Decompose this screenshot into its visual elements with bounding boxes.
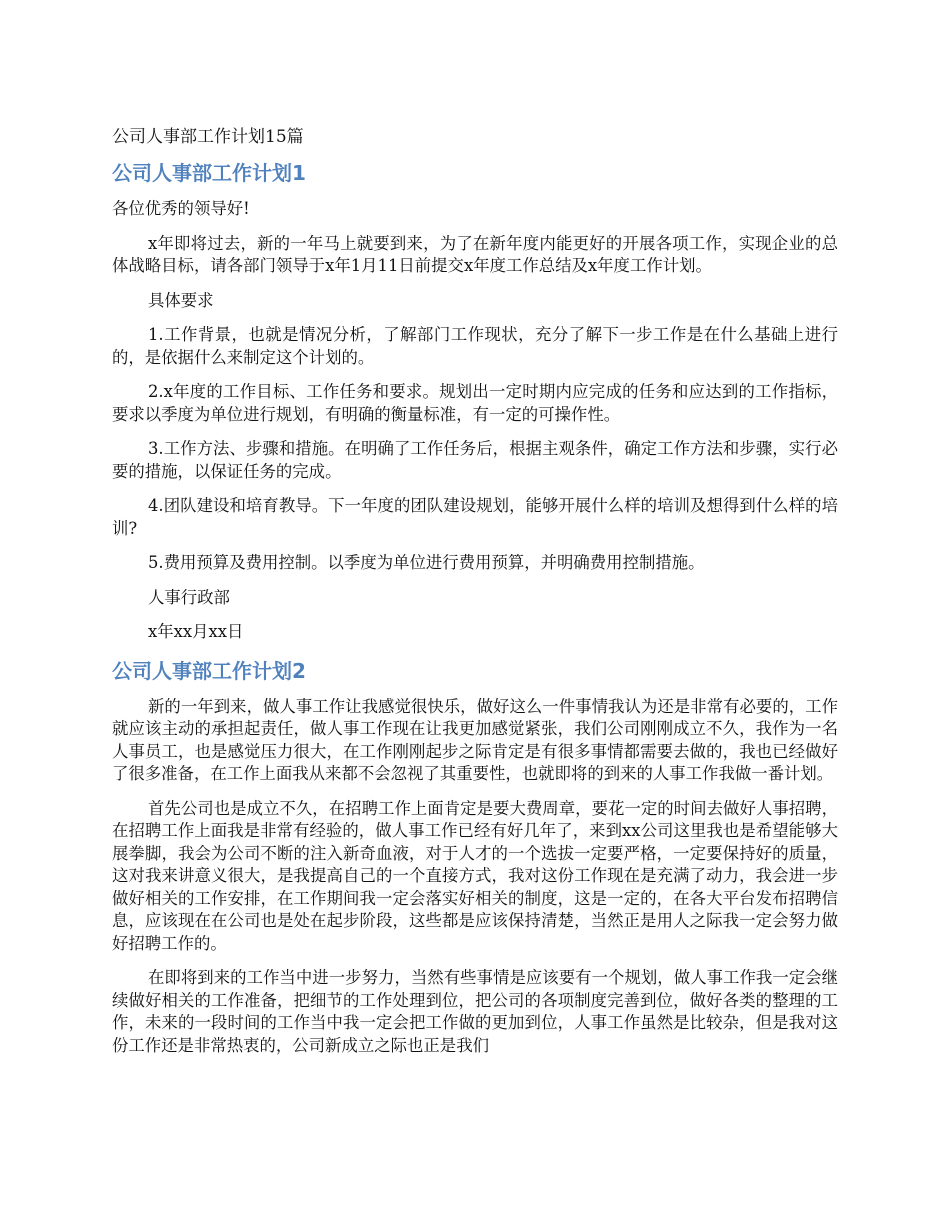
list-item-paragraph: 4.团队建设和培育教导。下一年度的团队建设规划，能够开展什么样的培训及想得到什么样的培训? <box>112 496 838 538</box>
list-item-paragraph: 1.工作背景，也就是情况分析，了解部门工作现状，充分了解下一步工作是在什么基础上进行的，是依据什么来制定这个计划的。 <box>112 325 838 367</box>
signature-date: x年xx月xx日 <box>148 622 244 641</box>
section-heading-1: 公司人事部工作计划1 <box>112 161 306 185</box>
section-heading-2: 公司人事部工作计划2 <box>112 658 306 683</box>
body-paragraph: 在即将到来的工作当中进一步努力，当然有些事情是应该要有一个规划，做人事工作我一定会继续做好相关的工作准备，把细节的工作处理到位，把公司的各项制度完善到位，做好各类的整理的工作，未来的一段时间的工作当中我一定会把工作做的更加到位，人事工作虽然是比较杂，但是我对这份工作还是非常热衷的，公司新成立之际也正是我们 <box>112 968 838 1055</box>
body-paragraph: 新的一年到来，做人事工作让我感觉很快乐，做好这么一件事情我认为还是非常有必要的，工作就应该主动的承担起责任，做人事工作现在让我更加感觉紧张，我们公司刚刚成立不久，我作为一名人事员工，也是感觉压力很大，在工作刚刚起步之际肯定是有很多事情都需要去做的，我也已经做好了很多准备，在工作上面我从来都不会忽视了其重要性，也就即将的到来的人事工作我做一番计划。 <box>112 696 838 783</box>
body-paragraph: x年即将过去，新的一年马上就要到来，为了在新年度内能更好的开展各项工作，实现企业的总体战略目标，请各部门领导于x年1月11日前提交x年度工作总结及x年度工作计划。 <box>112 233 838 275</box>
list-item-paragraph: 3.工作方法、步骤和措施。在明确了工作任务后，根据主观条件，确定工作方法和步骤，实行必要的措施，以保证任务的完成。 <box>112 439 838 481</box>
document-title: 公司人事部工作计划15篇 <box>112 127 304 147</box>
signature-department: 人事行政部 <box>148 587 230 607</box>
body-paragraph: 首先公司也是成立不久，在招聘工作上面肯定是要大费周章，要花一定的时间去做好人事招聘，在招聘工作上面我是非常有经验的，做人事工作已经有好几年了，来到xx公司这里我也是希望能够大展拳脚，我会为公司不断的注入新奇血液，对于人才的一个选拔一定要严格，一定要保持好的质量，这对我来讲意义很大，是我提高自己的一个直接方式，我对这份工作现在是充满了动力，我会进一步做好相关的工作安排，在工作期间我一定会落实好相关的制度，这是一定的，在各大平台发布招聘信息，应该现在在公司也是处在起步阶段，这些都是应该保持清楚，当然正是用人之际我一定会努力做好招聘工作的。 <box>112 798 838 953</box>
subheading-paragraph: 具体要求 <box>148 290 214 310</box>
list-item-paragraph: 2.x年度的工作目标、工作任务和要求。规划出一定时期内应完成的任务和应达到的工作指标，要求以季度为单位进行规划，有明确的衡量标准，有一定的可操作性。 <box>112 382 838 424</box>
greeting-paragraph: 各位优秀的领导好! <box>112 199 250 218</box>
list-item-paragraph: 5.费用预算及费用控制。以季度为单位进行费用预算，并明确费用控制措施。 <box>148 553 705 572</box>
